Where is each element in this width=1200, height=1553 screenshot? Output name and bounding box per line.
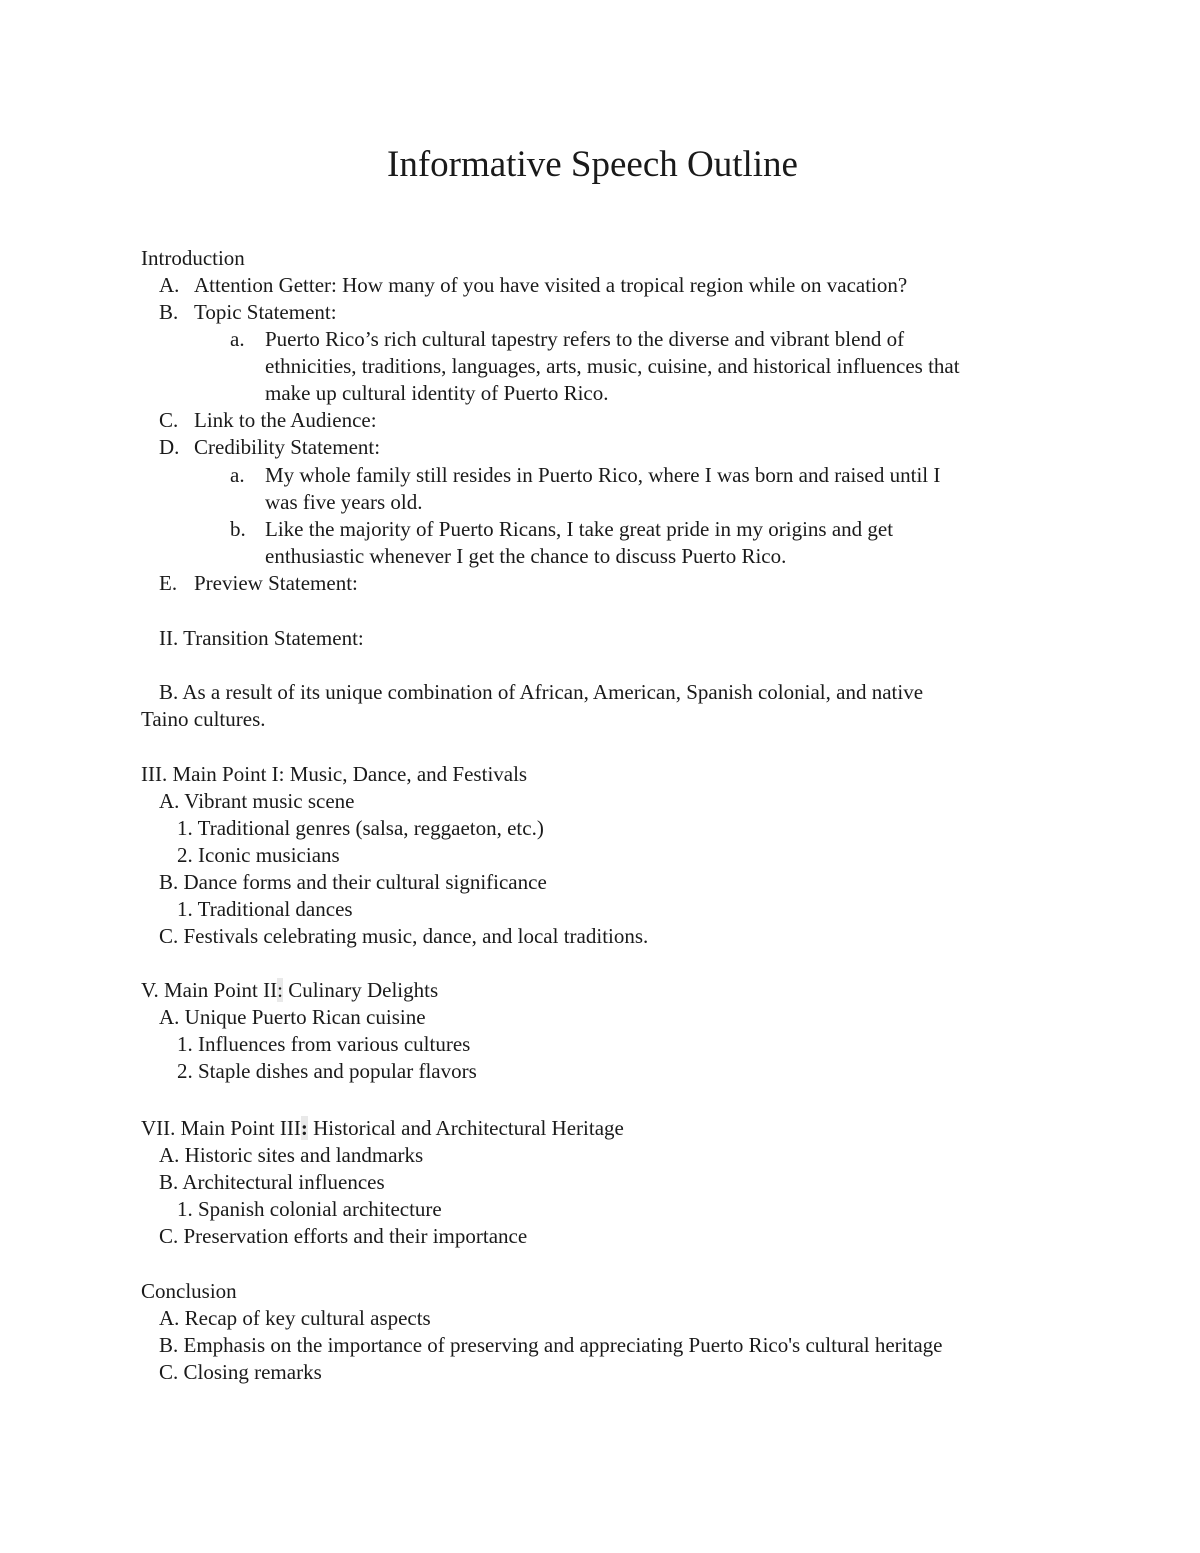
topic-sub-line: ethnicities, traditions, languages, arts, music, cuisine, and historical influences that <box>265 354 960 378</box>
attention-getter: Attention Getter: How many of you have visited a tropical region while on vacation? <box>194 273 908 297</box>
main-point-1-b1: 1. Traditional dances <box>177 897 353 921</box>
credibility-sub-a-marker: a. <box>230 463 245 487</box>
main-point-3-b: B. Architectural influences <box>159 1170 385 1194</box>
main-point-1-a1: 1. Traditional genres (salsa, reggaeton, etc.) <box>177 816 544 840</box>
main-point-3-b1: 1. Spanish colonial architecture <box>177 1197 442 1221</box>
conclusion-c: C. Closing remarks <box>159 1360 322 1384</box>
link-to-audience: Link to the Audience: <box>194 408 377 432</box>
credibility-sub-line: was five years old. <box>265 490 423 514</box>
main-point-1-a: A. Vibrant music scene <box>159 789 355 813</box>
main-point-3-c: C. Preservation efforts and their importance <box>159 1224 528 1248</box>
conclusion-b: B. Emphasis on the importance of preserving and appreciating Puerto Rico's cultural heritage <box>159 1333 943 1357</box>
main-point-1-c: C. Festivals celebrating music, dance, and local traditions. <box>159 924 649 948</box>
intro-heading: Introduction <box>141 246 245 270</box>
main-point-2-heading-colon: : <box>277 978 283 1002</box>
main-point-2-heading <box>141 977 438 1004</box>
main-point-3-heading-colon: : <box>300 1116 308 1140</box>
topic-sub-line: make up cultural identity of Puerto Rico. <box>265 381 609 405</box>
conclusion-a: A. Recap of key cultural aspects <box>159 1306 431 1330</box>
credibility-statement: Credibility Statement: <box>194 435 381 459</box>
transition-statement: II. Transition Statement: <box>159 626 364 650</box>
main-point-3-heading <box>141 1115 624 1142</box>
intro-a-marker: A. <box>159 273 180 297</box>
main-point-2-a2: 2. Staple dishes and popular flavors <box>177 1059 477 1083</box>
main-point-2-a: A. Unique Puerto Rican cuisine <box>159 1005 426 1029</box>
credibility-sub-line: enthusiastic whenever I get the chance to discuss Puerto Rico. <box>265 544 787 568</box>
transition-b-line: Taino cultures. <box>141 707 266 731</box>
transition-b-line: B. As a result of its unique combination of African, American, Spanish colonial, and native <box>159 680 924 704</box>
main-point-1-heading: III. Main Point I: Music, Dance, and Festivals <box>141 762 528 786</box>
main-point-3-a: A. Historic sites and landmarks <box>159 1143 424 1167</box>
document-title: Informative Speech Outline <box>387 144 798 185</box>
main-point-2-heading-post: Culinary Delights <box>282 978 439 1002</box>
main-point-2-a1: 1. Influences from various cultures <box>177 1032 471 1056</box>
preview-statement: Preview Statement: <box>194 571 358 595</box>
topic-sub-marker: a. <box>230 327 245 351</box>
main-point-1-a2: 2. Iconic musicians <box>177 843 340 867</box>
credibility-sub-line: My whole family still resides in Puerto Rico, where I was born and raised until I <box>265 463 941 487</box>
conclusion-heading: Conclusion <box>141 1279 237 1303</box>
intro-b-marker: B. <box>159 300 179 324</box>
credibility-sub-line: Like the majority of Puerto Ricans, I take great pride in my origins and get <box>265 517 894 541</box>
main-point-3-heading-pre: VII. Main Point III <box>141 1116 301 1140</box>
main-point-1-b: B. Dance forms and their cultural significance <box>159 870 547 894</box>
credibility-sub-b-marker: b. <box>230 517 246 541</box>
topic-sub-line: Puerto Rico’s rich cultural tapestry refers to the diverse and vibrant blend of <box>265 327 905 351</box>
topic-statement: Topic Statement: <box>194 300 337 324</box>
intro-c-marker: C. <box>159 408 179 432</box>
intro-d-marker: D. <box>159 435 180 459</box>
main-point-2-heading-pre: V. Main Point II <box>141 978 278 1002</box>
main-point-3-heading-post: Historical and Architectural Heritage <box>307 1116 624 1140</box>
intro-e-marker: E. <box>159 571 178 595</box>
